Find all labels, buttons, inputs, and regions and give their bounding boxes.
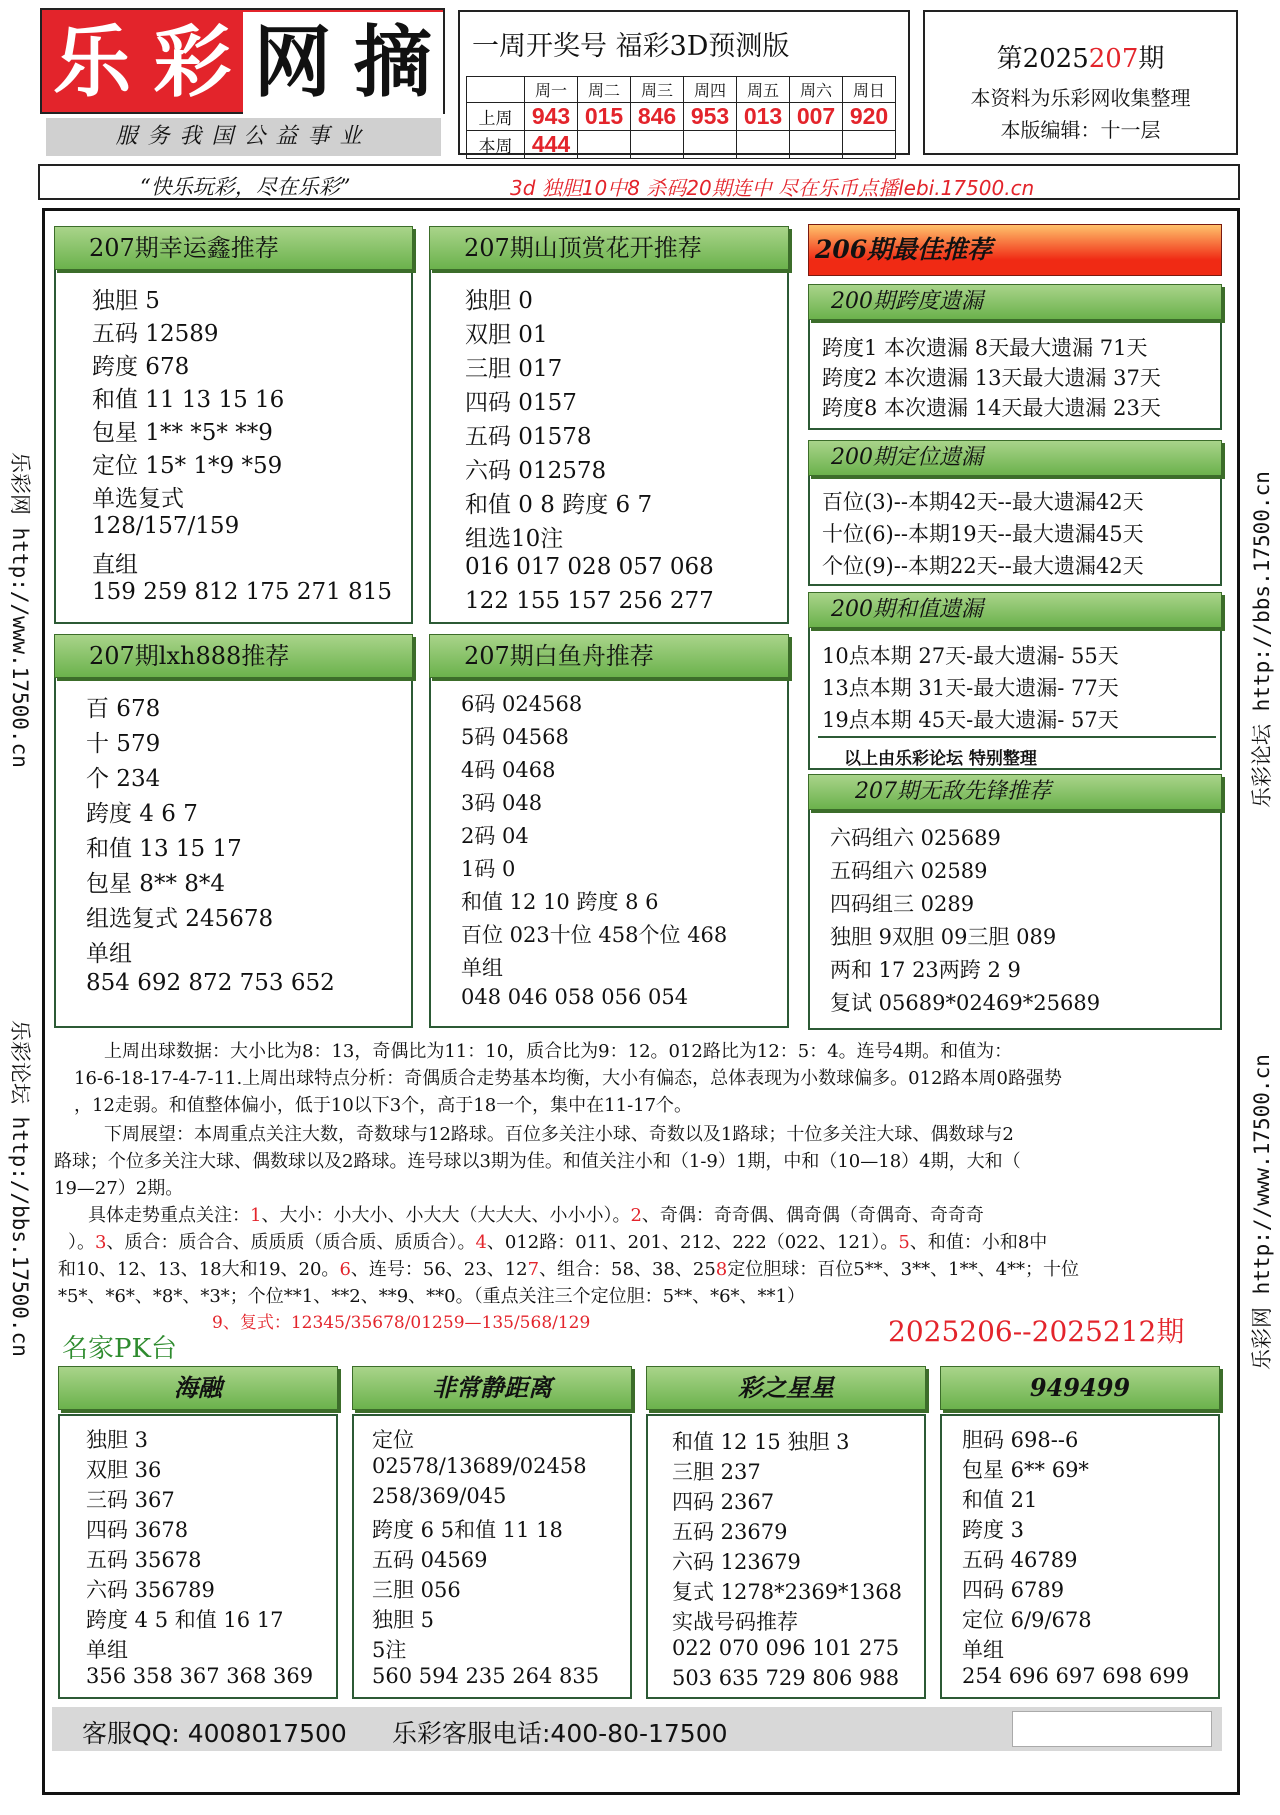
- panel-lucky-xin: [54, 240, 413, 624]
- rec-line: 854 692 872 753 652: [86, 970, 335, 996]
- rec-line: 定位: [372, 1428, 414, 1452]
- rec-line: 3码 048: [461, 791, 543, 815]
- side-text-right-bottom: 乐彩网 http://www.17500.cn: [1250, 1054, 1274, 1370]
- issue-note: 本资料为乐彩网收集整理: [970, 86, 1191, 110]
- rec-line: 单组: [86, 941, 132, 967]
- issue-box: [923, 10, 1238, 155]
- draw-number: [843, 131, 896, 159]
- rec-line: 022 070 096 101 275: [672, 1636, 900, 1660]
- panel-title: 207期幸运鑫推荐: [54, 226, 413, 270]
- rec-line: 三胆 237: [672, 1460, 761, 1484]
- day-header: 周日: [843, 77, 896, 103]
- omission-line: 百位(3)--本期42天--最大遗漏42天: [822, 490, 1144, 514]
- rec-line: 包星 6** 69*: [962, 1458, 1089, 1482]
- rec-line: 016 017 028 057 068: [465, 554, 714, 580]
- rec-line: 122 155 157 256 277: [465, 588, 714, 614]
- pk-column-title: 海融: [58, 1366, 338, 1410]
- draw-number: 444: [525, 131, 578, 159]
- analysis-line: 9、复式：12345/35678/01259—135/568/129: [212, 1313, 591, 1333]
- rec-line: 两和 17 23两跨 2 9: [830, 958, 1021, 982]
- rec-line: 254 696 697 698 699: [962, 1664, 1190, 1688]
- draw-number: 846: [631, 103, 684, 131]
- analysis-line: 上周出球数据：大小比为8：13，奇偶比为11：10，质合比为9：12。012路比为12：5：4。连号4期。和值为：: [104, 1041, 1013, 1062]
- credit-note: 以上由乐彩论坛 特别整理: [844, 749, 1037, 769]
- pk-column-title: 彩之星星: [646, 1366, 926, 1410]
- rec-line: 1码 0: [461, 857, 516, 881]
- last-week-label: 上周: [467, 103, 525, 131]
- sum-omission-box: [808, 610, 1222, 770]
- rec-line: 实战号码推荐: [672, 1610, 798, 1634]
- rec-line: 三胆 056: [372, 1578, 461, 1602]
- footer-bar: [52, 1707, 1222, 1751]
- pk-column-949499: [940, 1414, 1220, 1699]
- section-title: 200期和值遗漏: [808, 592, 1222, 628]
- draw-number: 920: [843, 103, 896, 131]
- rec-line: 六码组六 025689: [830, 826, 1001, 850]
- draw-number: [631, 131, 684, 159]
- rec-line: 复式 1278*2369*1368: [672, 1580, 903, 1604]
- rec-line: 五码 01578: [465, 424, 592, 450]
- section-title: 207期无敌先锋推荐: [808, 774, 1222, 810]
- rec-line: 独胆 9双胆 09三胆 089: [830, 925, 1057, 949]
- draw-number: 007: [790, 103, 843, 131]
- panel-shanding: [429, 240, 789, 624]
- omission-line: 跨度8 本次遗漏 14天最大遗漏 23天: [822, 396, 1161, 420]
- rec-line: 四码 0157: [465, 390, 577, 416]
- rec-line: 直组: [92, 552, 138, 578]
- service-qq: 客服QQ: 4008017500: [82, 1719, 347, 1748]
- logo: [40, 8, 445, 114]
- panel-title: 207期白鱼舟推荐: [429, 634, 789, 678]
- wudi-box: [808, 792, 1222, 1030]
- rec-line: 和值 11 13 15 16: [92, 387, 285, 413]
- day-header: 周一: [525, 77, 578, 103]
- draw-number: [737, 131, 790, 159]
- rec-line: 4码 0468: [461, 758, 556, 782]
- issue-number: 第2025207期: [996, 44, 1165, 74]
- analysis-line: 和10、12、13、18大和19、20。6、连号：56、23、127、组合：58、38、258定位胆球：百位5**、3**、1**、4**；十位: [58, 1259, 1080, 1280]
- rec-line: 跨度 4 6 7: [86, 801, 198, 827]
- pk-column-caizhixing: [646, 1414, 926, 1699]
- analysis-line: 下周展望：本周重点关注大数，奇数球与12路球。百位多关注小球、奇数以及1路球；十位多关注大球、偶数球与2: [104, 1124, 1014, 1145]
- rec-line: 个 234: [86, 766, 161, 792]
- pk-column-title: 949499: [940, 1366, 1220, 1410]
- draw-results-box: [458, 10, 910, 155]
- rec-line: 组选10注: [465, 526, 564, 552]
- panel-baiyuzhou: [429, 650, 789, 1028]
- pk-column-feichang: [352, 1414, 632, 1699]
- rec-line: 复试 05689*02469*25689: [830, 991, 1101, 1015]
- rec-line: 三胆 017: [465, 356, 563, 382]
- analysis-line: 19—27）2期。: [54, 1178, 184, 1199]
- side-text-left-top: 乐彩网 http://www.17500.cn: [8, 452, 32, 768]
- draw-number: 953: [684, 103, 737, 131]
- best-recommend-banner: 206期最佳推荐: [808, 224, 1222, 276]
- draw-number: [684, 131, 737, 159]
- rec-line: 六码 123679: [672, 1550, 801, 1574]
- rec-line: 2码 04: [461, 824, 529, 848]
- omission-line: 10点本期 27天-最大遗漏- 55天: [822, 644, 1119, 668]
- rec-line: 和值 21: [962, 1488, 1038, 1512]
- rec-line: 独胆 5: [92, 288, 160, 314]
- analysis-line: ）。3、质合：质合合、质质质（质合质、质质合）。4、012路：011、201、212、222（022、121）。5、和值：小和8中: [68, 1232, 1048, 1253]
- side-text-right-top: 乐彩论坛 http://bbs.17500.cn: [1250, 471, 1274, 808]
- day-header: 周六: [790, 77, 843, 103]
- rec-line: 百位 023十位 458个位 468: [461, 923, 728, 947]
- rec-line: 6码 024568: [461, 692, 583, 716]
- omission-line: 跨度1 本次遗漏 8天最大遗漏 71天: [822, 336, 1148, 360]
- rec-line: 五码组六 02589: [830, 859, 988, 883]
- blank-field: [1012, 1711, 1212, 1747]
- rec-line: 跨度 4 5 和值 16 17: [86, 1608, 284, 1632]
- rec-line: 单组: [461, 956, 503, 980]
- omission-line: 跨度2 本次遗漏 13天最大遗漏 37天: [822, 366, 1161, 390]
- rec-line: 和值 13 15 17: [86, 836, 242, 862]
- rec-line: 五码 12589: [92, 321, 219, 347]
- pk-column-title: 非常静距离: [352, 1366, 632, 1410]
- tagline-bar: [38, 164, 1240, 200]
- rec-line: 560 594 235 264 835: [372, 1664, 600, 1688]
- draw-table: [466, 76, 896, 159]
- rec-line: 双胆 01: [465, 322, 548, 348]
- side-text-left-bottom: 乐彩论坛 http://bbs.17500.cn: [8, 1020, 32, 1357]
- pk-range: 2025206--2025212期: [888, 1315, 1185, 1348]
- panel-title: 207期山顶赏花开推荐: [429, 226, 789, 270]
- rec-line: 包星 8** 8*4: [86, 871, 226, 897]
- draw-number: 013: [737, 103, 790, 131]
- divider: [818, 736, 1216, 738]
- rec-line: 百 678: [86, 696, 161, 722]
- section-title: 200期定位遗漏: [808, 440, 1222, 476]
- rec-line: 五码 46789: [962, 1548, 1078, 1572]
- rec-line: 258/369/045: [372, 1484, 507, 1508]
- service-phone: 乐彩客服电话:400-80-17500: [392, 1719, 728, 1748]
- rec-line: 单组: [86, 1638, 128, 1662]
- day-header: 周四: [684, 77, 737, 103]
- editor-note: 本版编辑：十一层: [1000, 118, 1161, 142]
- rec-line: 5注: [372, 1638, 407, 1662]
- rec-line: 独胆 5: [372, 1608, 435, 1632]
- day-header: 周三: [631, 77, 684, 103]
- day-header: 周二: [578, 77, 631, 103]
- panel-lxh888: [54, 650, 413, 1028]
- rec-line: 356 358 367 368 369: [86, 1664, 314, 1688]
- rec-line: 四码 3678: [86, 1518, 189, 1542]
- rec-line: 六码 356789: [86, 1578, 215, 1602]
- analysis-line: 路球；个位多关注大球、偶数球以及2路球。连号球以3期为佳。和值关注小和（1-9）1期，中和（10—18）4期，大和（: [54, 1151, 1021, 1172]
- rec-line: 单选复式: [92, 486, 184, 512]
- draw-number: 943: [525, 103, 578, 131]
- rec-line: 和值 0 8 跨度 6 7: [465, 492, 653, 518]
- rec-line: 五码 23679: [672, 1520, 788, 1544]
- draw-number: [578, 131, 631, 159]
- rec-line: 和值 12 15 独胆 3: [672, 1430, 850, 1454]
- logo-char-4: 摘: [343, 12, 443, 114]
- logo-char-3: 网: [243, 12, 343, 114]
- rec-line: 独胆 3: [86, 1428, 149, 1452]
- rec-line: 定位 6/9/678: [962, 1608, 1092, 1632]
- rec-line: 包星 1** *5* **9: [92, 420, 273, 446]
- analysis-line: 具体走势重点关注：1、大小：小大小、小大大（大大大、小小小）。2、奇偶：奇奇偶、偶奇偶（奇偶奇、奇奇奇: [88, 1205, 984, 1226]
- omission-line: 十位(6)--本期19天--最大遗漏45天: [822, 522, 1144, 546]
- rec-line: 五码 35678: [86, 1548, 202, 1572]
- pk-column-hairong: [58, 1414, 338, 1699]
- draw-number: 015: [578, 103, 631, 131]
- rec-line: 5码 04568: [461, 725, 569, 749]
- analysis-line: ，12走弱。和值整体偏小，低于10以下3个，高于18一个，集中在11-17个。: [74, 1095, 693, 1116]
- logo-char-1: 乐: [53, 18, 132, 108]
- rec-line: 四码 6789: [962, 1578, 1065, 1602]
- rec-line: 独胆 0: [465, 288, 533, 314]
- rec-line: 02578/13689/02458: [372, 1454, 587, 1478]
- rec-line: 单组: [962, 1638, 1004, 1662]
- rec-line: 六码 012578: [465, 458, 607, 484]
- section-title: 200期跨度遗漏: [808, 284, 1222, 320]
- draw-number: [790, 131, 843, 159]
- omission-line: 个位(9)--本期22天--最大遗漏42天: [822, 554, 1144, 578]
- rec-line: 五码 04569: [372, 1548, 488, 1572]
- slogan: 服务我国公益事业: [46, 118, 441, 156]
- rec-line: 跨度 678: [92, 354, 190, 380]
- pk-title: 名家PK台: [62, 1334, 177, 1364]
- rec-line: 048 046 058 056 054: [461, 985, 689, 1009]
- tagline-quote: “快乐玩彩，尽在乐彩”: [140, 175, 351, 199]
- this-week-label: 本周: [467, 131, 525, 159]
- rec-line: 胆码 698--6: [962, 1428, 1079, 1452]
- rec-line: 跨度 3: [962, 1518, 1025, 1542]
- analysis-line: 16-6-18-17-4-7-11.上周出球特点分析：奇偶质合走势基本均衡，大小有偏态，总体表现为小数球偏多。012路本周0路强势: [74, 1068, 1062, 1089]
- rec-line: 三码 367: [86, 1488, 175, 1512]
- rec-line: 定位 15* 1*9 *59: [92, 453, 283, 479]
- rec-line: 四码 2367: [672, 1490, 775, 1514]
- rec-line: 128/157/159: [92, 513, 240, 539]
- omission-line: 13点本期 31天-最大遗漏- 77天: [822, 676, 1119, 700]
- rec-line: 159 259 812 175 271 815: [92, 579, 392, 605]
- rec-line: 四码组三 0289: [830, 892, 975, 916]
- omission-line: 19点本期 45天-最大遗漏- 57天: [822, 708, 1119, 732]
- analysis-line: *5*、*6*、*8*、*3*；个位**1、**2、**9、**0。（重点关注三个定位胆：5**、*6*、**1）: [58, 1286, 805, 1307]
- panel-title: 207期lxh888推荐: [54, 634, 413, 678]
- rec-line: 双胆 36: [86, 1458, 162, 1482]
- rec-line: 组选复式 245678: [86, 906, 274, 932]
- tagline-promo: 3d 独胆10中8 杀码20期连中 尽在乐币点播lebi.17500.cn: [510, 176, 1035, 200]
- rec-line: 503 635 729 806 988: [672, 1666, 900, 1690]
- rec-line: 和值 12 10 跨度 8 6: [461, 890, 659, 914]
- logo-char-2: 彩: [153, 18, 232, 108]
- draw-title: 一周开奖号 福彩3D预测版: [472, 31, 790, 62]
- rec-line: 十 579: [86, 731, 161, 757]
- day-header: 周五: [737, 77, 790, 103]
- rec-line: 跨度 6 5和值 11 18: [372, 1518, 563, 1542]
